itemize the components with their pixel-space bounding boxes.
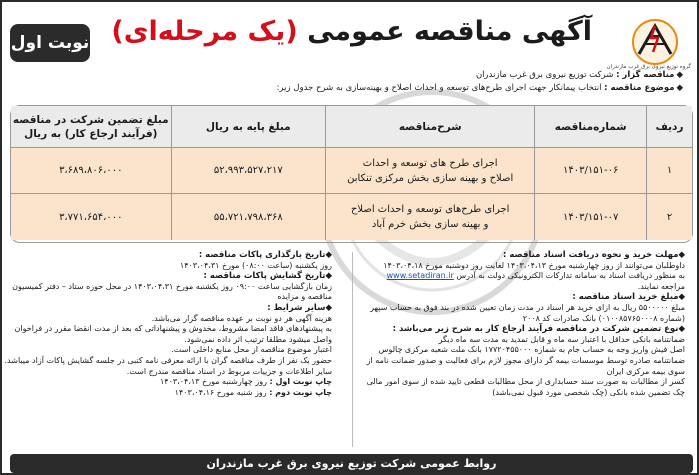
col-header-description: شرح‌مناقصه [325,106,534,148]
paragraph: روز یکشنبه (ساعت ۰۸:۰۰) مورخ ۱۴۰۳،۰۴،۳۱ [179,260,332,270]
cell-row: ۱ [646,148,692,194]
tender-table [10,105,693,243]
paragraph: چاپ نوبت اول : روز چهارشنبه مورخ ۱۴۰۳،۰۴،۱۳ [159,377,332,387]
cell-description: اجرای طرح‌های توسعه و احداث اصلاح و بهینه سازی بخش خرم آباد [325,194,534,240]
paragraph: ضمانتنامه صادره توسط موسسات بیمه گر دارای مجوز لازم برای فعالیت و صدور ضمانت نامه از [366,355,685,365]
paragraph: مناقصه و مزایده [277,292,332,302]
cell-number: ۱۴۰۳/۱۵۱-۰۶ [534,148,646,194]
paragraph: مبلغ ۵۵۰۰۰۰۰ ریال به ازای خرید هر اسناد در مدت زمان تعیین شده در بند فوق به حساب سپهر [370,302,685,312]
paragraph: سوی بیمه مرکزی ایران [606,366,685,376]
paragraph: (شماره ۰۱۰۰۸۵۷۶۵۰۰۰۸) بانک صادرات کد ۲۰۰۸ [522,313,685,323]
public-relations-footer: روابط عمومی شرکت توزیع نیروی برق غرب مازندران [10,454,693,473]
purchase-and-guarantee-section [340,250,685,398]
cell-description: اجرای طرح های توسعه و احداث اصلاح و بهینه سازی بخش مرکزی تنکابن [325,148,534,194]
notice-title [112,16,592,58]
paragraph: داوطلبان می‌توانند از روز چهارشنبه مورخ ۱۴۰۳،۰۴،۱۳ لغایت روز دوشنبه مورخ ۱۴۰۳،۰۴،۱۸ [383,260,685,270]
column-divider [352,252,353,447]
setadiran-link[interactable]: www.setadiran.ir [386,271,454,281]
title-main: آگهی مناقصه عمومی [307,16,592,47]
title-sub: (یک مرحله‌ای) [111,16,298,47]
section-heading: ◆نوع تضمین شرکت در مناقصه فرآیند ارجاع کار به شرح زیر می‌باشد : [392,324,685,335]
paragraph: اعتبار موضوع مناقصه از محل منابع داخلی است. [171,345,332,355]
col-header-guarantee: مبلغ تضمین شرکت در مناقصه (فرآیند ارجاع کار) به ریال [11,106,171,148]
paragraph: به پیشنهادهای فاقد امضا مشروط، مخدوش و پیشنهاداتی که بعد از مدت انقضا مقرر در فراخوان [14,324,332,334]
paragraph: حضور یک نفر از طرف مناقصه گران با ارائه معرفی نامه کتبی در جلسه گشایش پاکات آزاد میباشد. [4,355,332,365]
paragraph: زمان بازگشایی ساعت ۰۹:۰۰ روز یکشنبه مورخ ۱۴۰۳،۰۴،۳۱ در محل حوزه ستاد – دفتر کمیسیون [12,281,332,291]
cell-guarantee: ۳،۷۷۱،۶۵۴،۰۰۰ [11,194,171,240]
dates-and-conditions-section [4,250,332,398]
paragraph: به منظور دریافت اسناد به سامانه تدارکات الکترونیکی دولت به آدرس www.setadiran.ir [386,271,685,281]
col-header-row: ردیف [646,106,692,148]
section-heading: ◆سایر شرایط : [267,302,332,313]
cell-number: ۱۴۰۳/۱۵۱-۰۷ [534,194,646,240]
section-heading: ◆مبلغ خرید اسناد مناقصه : [572,292,685,303]
paragraph: مراجعه نمایند. [637,281,685,291]
paragraph: کسر از مطالبات به صورت سند حسابداری از محل مطالبات قطعی تایید شده از سوی امور مالی [366,377,685,387]
organizer-line: ◆مناقصه گزار : شرکت توزیع نیروی برق غرب مازندران [475,70,683,80]
col-header-number: شماره‌مناقصه [534,106,646,148]
paragraph: چک تضمین شده بانکی (چک شخصی مورد قبول نمی‌باشد) [492,387,685,397]
cell-base-amount: ۵۲،۹۹۳،۵۲۷،۲۱۷ [171,148,326,194]
first-publication-badge: نوبت اول [10,24,90,62]
paragraph: هزینه آگهی هر دو نوبت بر عهده مناقصه گزار می‌باشد. [151,313,332,323]
paragraph: اصل فیش واریز وجه به حساب جام به شماره ۱۷۷۲۰۴۵۵۰۰۰ بانک ملت شعبه مرکزی چالوس [378,345,685,355]
section-heading: ◆تاریخ بارگذاری پاکات مناقصه : [198,250,332,260]
cell-guarantee: ۳،۶۸۹،۸۰۶،۰۰۰ [11,148,171,194]
table-row [11,194,692,240]
subject-line: ◆موضوع مناقصه : انتخاب پیمانکار جهت اجرای طرح‌های توسعه و احداث اصلاح و بهینه‌سازی به شرح جدول زیر: [276,83,683,93]
cell-row: ۲ [646,194,692,240]
paragraph: چاپ نوبت دوم : روز شنبه مورخ ۱۴۰۳،۰۴،۱۶ [174,387,332,397]
paragraph: واصل میشود مطلقا ترتیب اثر داده نمی‌شود. [184,334,332,344]
logo-caption: گروه توزیع نیروی برق غرب مازندران [606,64,691,70]
table-row [11,148,692,194]
section-heading: ◆تاریخ گشایش پاکات مناقصه : [203,271,332,282]
col-header-base-amount: مبلغ پایه به ریال [171,106,326,148]
paragraph: سایر اطلاعات و جزییات مربوط در اسناد مناقصه مندرج است. [126,366,332,376]
cell-base-amount: ۵۵،۷۲۱،۷۹۸،۳۶۸ [171,194,326,240]
section-heading: ◆مهلت خرید و نحوه دریافت اسناد مناقصه : [503,250,685,260]
paragraph: ضمانتنامه بانکی حداقل با اعتبار سه ماه و قابل تمدید به مدت سه ماه دیگر [438,334,685,344]
